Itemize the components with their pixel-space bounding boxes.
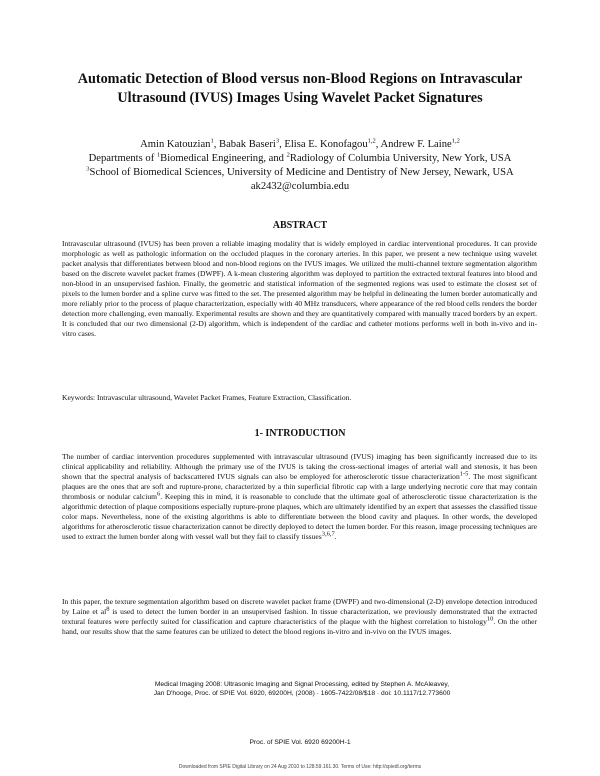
author-name: Elisa E. Konofagou	[284, 139, 368, 150]
affiliation-marker: 1,2	[367, 137, 376, 145]
author-name: Babak Baseri	[219, 139, 276, 150]
author-email: ak2432@columbia.edu	[250, 181, 350, 192]
abstract-heading: ABSTRACT	[272, 220, 328, 231]
affiliation-marker: 3	[275, 137, 280, 145]
introduction-paragraph: In this paper, the texture segmentation algorithm based on discrete wavelet packet frame (DWPF) and two-dimensional (2-D) envelope detection introduced by Laine et $al^8$ is used to detect the lumen border in an unsupervised fashion. In tissue characterization, we previously demonstrated that the extracted textural features were perfectly suited for classification and capture characteristics of the plaque with the highest correlation to histology$^{10}$. On the other hand, our results show that the same features can be utilized to detect the blood regions in-vitro and in-vivo on the IVUS images.	[62, 597, 537, 637]
paper-title: Automatic Detection of Blood versus non-Blood Regions on Intravascular Ultrasound (IVUS) Images Using Wavelet Packet Signatures	[77, 71, 523, 106]
affiliation-marker: 1,2	[451, 137, 460, 145]
author-name: Andrew F. Laine	[380, 139, 452, 150]
introduction-paragraph: The number of cardiac intervention procedures supplemented with intravascular ultrasound (IVUS) imaging has been significantly increased due to its clinical applicability and reliability. Although the primary use of the IVUS is taking the cross-sectional images of arterial wall and stenosis, it has been shown that the spectral analysis of backscattered IVUS signals can also be employed for atherosclerotic tissue characterization$^{1-5}$. The most significant plaques are the ones that are soft and rupture-prone, characterized by a thin superficial fibrotic cap with a large underlying necrotic core that may contain thrombosis or nodular calcium$^6$. Keeping this in mind, it is reasonable to conclude that the ultimate goal of atherosclerotic tissue characterization is the algorithmic detection of plaque compositions especially rupture-prone plaques, which are ultimately identified by an expert that assesses the classified tissue color maps. Nevertheless, none of the existing algorithms is able to differentiate between the blood cavity and plaques. In other words, the developed algorithms for atherosclerotic tissue characterization cannot be directly deployed to detect the lumen border. For this reason, image processing techniques are used to extract the lumen border along with vessel wall but they fail to classify tissues$^{3,6,7}$.	[62, 452, 538, 542]
citation-ref: 8	[106, 605, 110, 613]
citation-ref: 1-5	[459, 470, 469, 478]
citation-ref: 10	[486, 615, 494, 623]
affiliation-marker: 1	[210, 137, 214, 145]
citation-ref: 6	[156, 490, 161, 498]
author-name: Amin Katouzian	[140, 139, 211, 150]
download-notice: Downloaded from SPIE Digital Library on 24 Aug 2010 to 128.59.161.30. Terms of Use: http://spiedl.org/terms	[178, 764, 422, 770]
author-list: Amin Katouzian$^1$, Babak Baseri$^3$, Elisa E. Konofagou$^{1,2}$, Andrew F. Laine$^{1,2}$	[140, 137, 460, 150]
keywords: Keywords: Intravascular ultrasound, Wavelet Packet Frames, Feature Extraction, Classification.	[62, 393, 352, 402]
section-heading-introduction: 1- INTRODUCTION	[254, 428, 346, 439]
author-block	[40, 138, 560, 194]
affiliation-line: $^3$School of Biomedical Sciences, University of Medicine and Dentistry of New Jersey, Newark, USA	[86, 165, 514, 178]
abstract-body: Intravascular ultrasound (IVUS) has been proven a reliable imaging modality that is widely employed in cardiac interventional procedures. It can provide morphologic as well as pathologic information on the occluded plaques in the coronary arteries. In this paper, we present a new technique using wavelet packet analysis that differentiates between blood and non-blood regions on the IVUS images. We utilized the multi-channel texture segmentation algorithm based on the discrete wavelet packet frames (DWPF). A k-mean clustering algorithm was deployed to partition the extracted textural features into blood and non-blood in an unsupervised fashion. Finally, the geometric and statistical information of the segmented regions was used to estimate the closest set of pixels to the lumen border and a spline curve was fitted to the set. The presented algorithm may be helpful in delineating the lumen border automatically and more reliably prior to the process of plaque characterization, especially with 40 MHz transducers, where appearance of the red blood cells renders the border detection more challenging, even manually. Experimental results are shown and they are quantitatively compared with manually traced borders by an expert. It is concluded that our two dimensional (2-D) algorithm, which is independent of the cardiac and catheter motions performs well in both in-vivo and in-vitro cases.	[62, 239, 537, 339]
page-number: Proc. of SPIE Vol. 6920 69200H-1	[249, 739, 351, 746]
footer-citation: Medical Imaging 2008: Ultrasonic Imaging and Signal Processing, edited by Stephen A. McAleavey, Jan D'hooge, Proc. of SPIE Vol. 6920, 69200H, (2008) · 1605-7422/08/$18 · doi: 10.1117/12.773600	[153, 681, 451, 697]
affiliation-line: Departments of $^1$Biomedical Engineering, and $^2$Radiology of Columbia University, New York, USA	[88, 151, 512, 164]
citation-ref: 3,6,7	[321, 530, 335, 538]
